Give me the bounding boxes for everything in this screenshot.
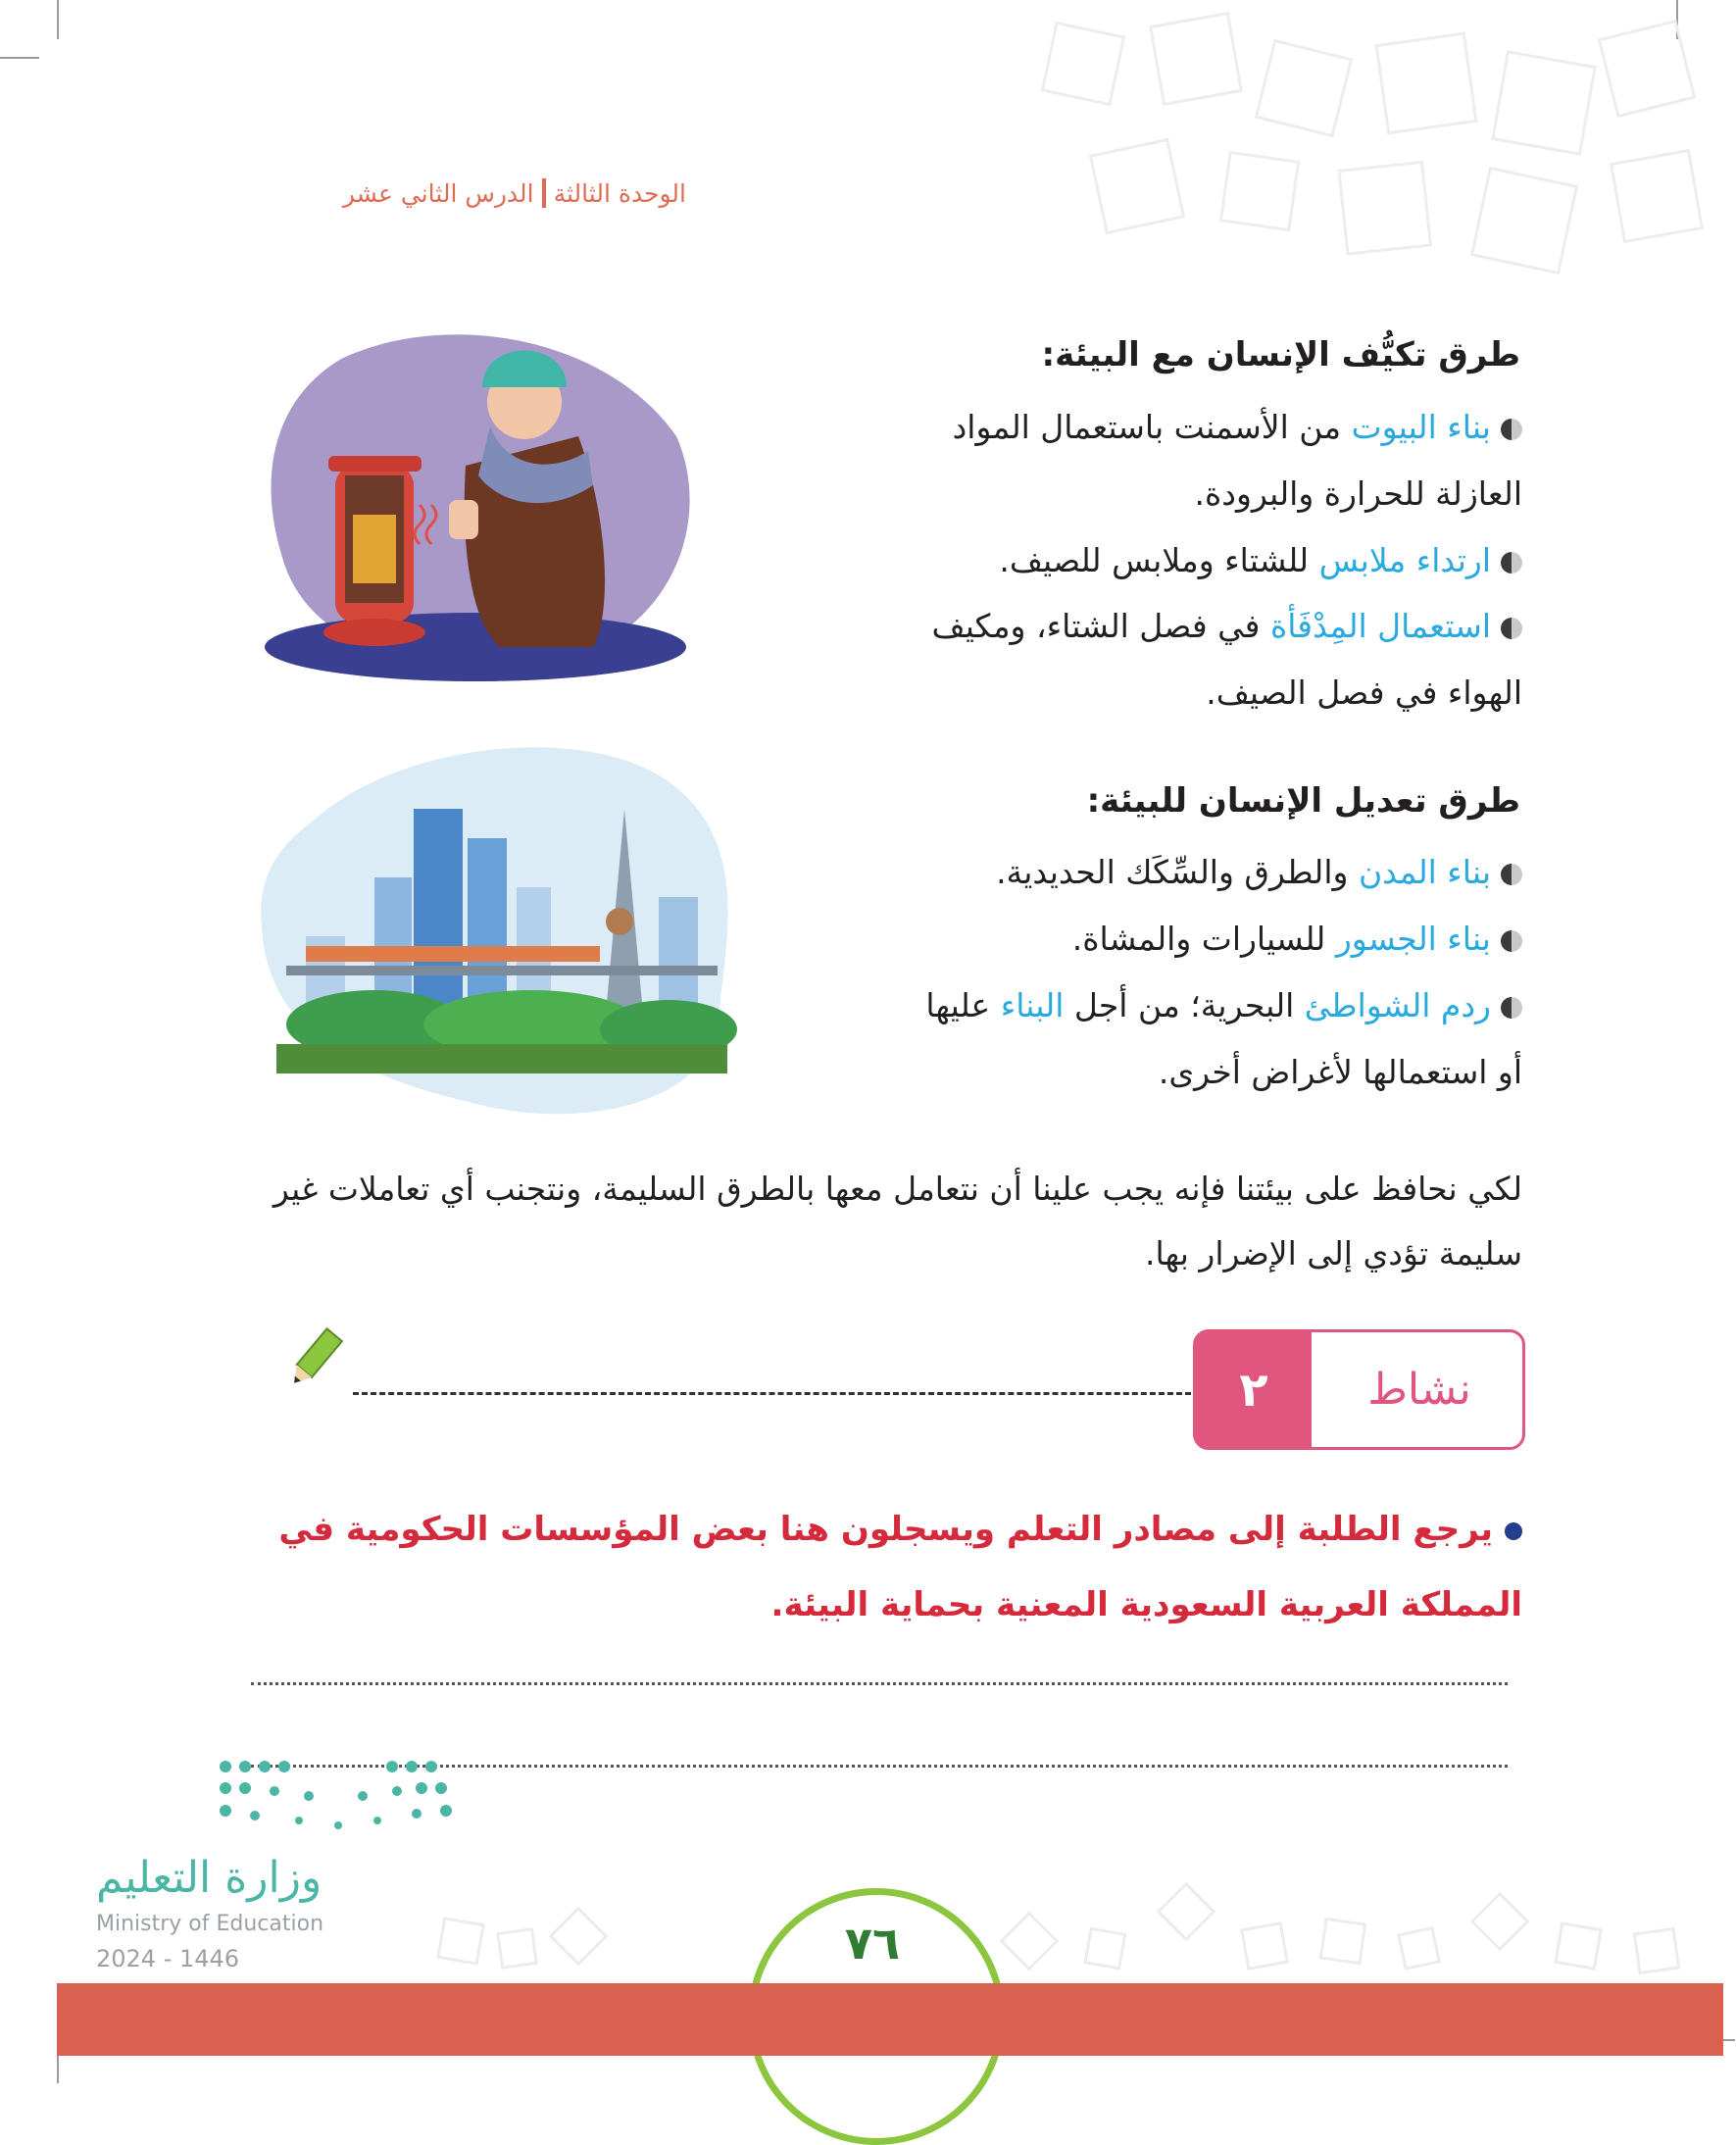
highlight-term: البناء	[1000, 986, 1065, 1024]
activity-tab	[1193, 1329, 1525, 1450]
header-separator	[542, 178, 546, 208]
crop-mark	[0, 57, 39, 59]
highlight-term: بناء البيوت	[1351, 408, 1491, 446]
item-text: للشتاء وملابس للصيف.	[999, 541, 1319, 579]
adaptation-item	[915, 394, 1522, 527]
bullet-icon	[1501, 552, 1522, 574]
item-text: والطرق والسِّكَك الحديدية.	[996, 853, 1359, 891]
highlight-term: ارتداء ملابس	[1318, 541, 1491, 579]
adaptation-item	[915, 593, 1522, 726]
ministry-name-arabic: وزارة التعليم	[96, 1853, 322, 1903]
item-text: عليها أو استعمالها لأغراض أخرى.	[925, 986, 1522, 1091]
heater-illustration	[255, 319, 696, 681]
highlight-term: بناء المدن	[1358, 853, 1491, 891]
ministry-logo-icon	[216, 1757, 461, 1845]
city-illustration	[257, 730, 737, 1122]
pencil-icon	[279, 1325, 348, 1394]
activity-label: نشاط	[1367, 1365, 1471, 1415]
bullet-icon	[1501, 864, 1522, 885]
conservation-paragraph: لكي نحافظ على بيئتنا فإنه يجب علينا أن نتعامل معها بالطرق السليمة، ونتجنب أي تعاملات غير سليمة تؤدي إلى الإضرار بها.	[273, 1170, 1522, 1272]
modification-item	[915, 973, 1522, 1106]
footer-pattern	[422, 1863, 1715, 1980]
modification-heading: طرق تعديل الإنسان للبيئة:	[1086, 781, 1520, 821]
modification-item	[915, 906, 1522, 973]
item-text: من الأسمنت باستعمال المواد العازلة للحرارة والبرودة.	[952, 408, 1522, 513]
adaptation-heading: طرق تكيُّف الإنسان مع البيئة:	[1041, 335, 1520, 374]
activity-dashed-line	[353, 1392, 1191, 1395]
page-number: ٧٦	[844, 1917, 901, 1970]
task-line-2: المملكة العربية السعودية المعنية بحماية البيئة.	[770, 1585, 1522, 1624]
task-line-1: يرجع الطلبة إلى مصادر التعلم ويسجلون هنا بعض المؤسسات الحكومية في	[278, 1510, 1493, 1549]
lesson-header	[245, 169, 686, 218]
ministry-name-english: Ministry of Education	[96, 1912, 324, 1936]
answer-line[interactable]	[251, 1682, 1508, 1685]
modification-item	[915, 839, 1522, 906]
lesson-label: الدرس الثاني عشر	[342, 178, 534, 208]
item-text: في فصل الشتاء، ومكيف الهواء في فصل الصيف.	[931, 607, 1522, 712]
edition-year: 2024 - 1446	[96, 1945, 240, 1972]
bullet-icon	[1501, 419, 1522, 440]
footer-bar	[57, 1983, 1723, 2056]
highlight-term: بناء الجسور	[1335, 920, 1491, 958]
crop-mark	[57, 0, 59, 39]
bullet-dot-icon	[1505, 1522, 1522, 1540]
activity-task-continued	[219, 1561, 1522, 1649]
activity-number: ٢	[1196, 1332, 1312, 1447]
item-text: البحرية؛ من أجل	[1064, 986, 1305, 1024]
unit-label: الوحدة الثالثة	[553, 178, 686, 208]
decorative-pattern	[1010, 0, 1735, 284]
item-text: للسيارات والمشاة.	[1071, 920, 1336, 958]
adaptation-item	[915, 527, 1522, 594]
highlight-term: ردم الشواطئ	[1304, 986, 1491, 1024]
bullet-icon	[1501, 618, 1522, 639]
bullet-icon	[1501, 930, 1522, 952]
highlight-term: استعمال المِدْفَأة	[1269, 607, 1491, 645]
bullet-icon	[1501, 997, 1522, 1019]
